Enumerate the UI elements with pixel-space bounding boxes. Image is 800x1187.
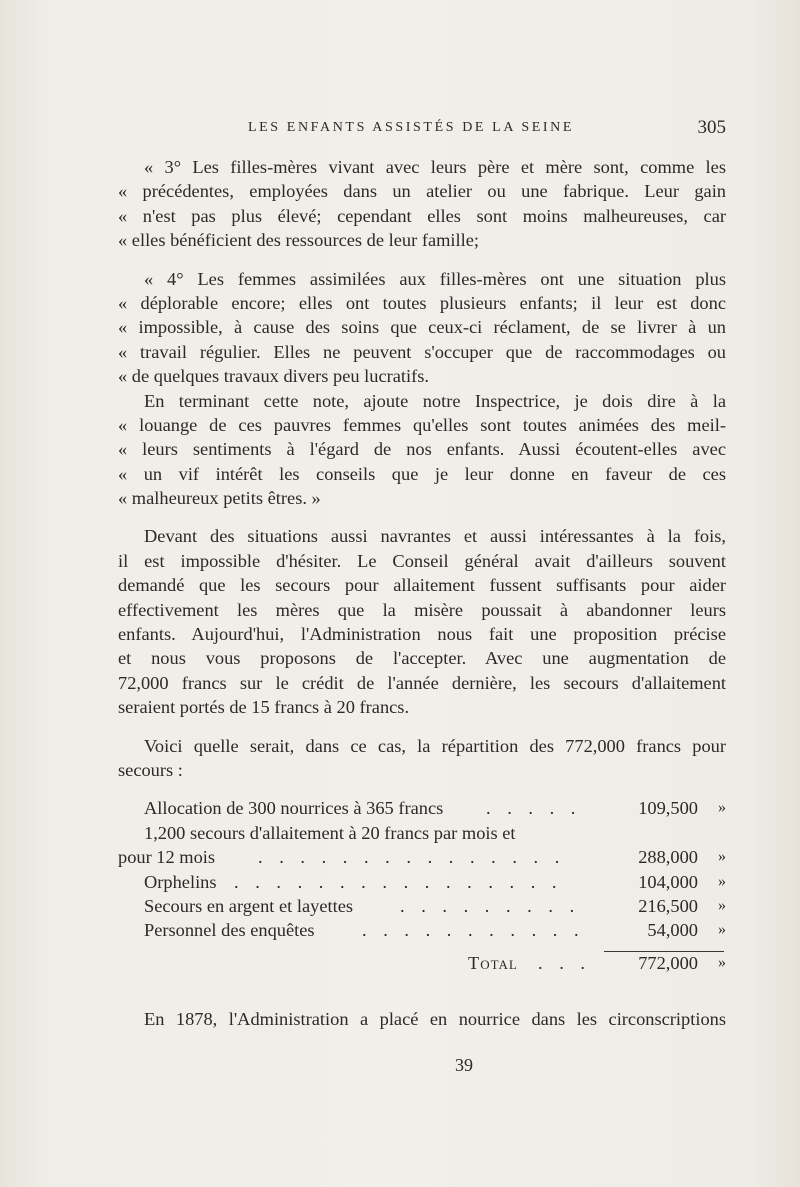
row-amount: 216,500	[638, 895, 698, 916]
row-label: Orphelins	[144, 871, 217, 892]
text-line: « louange de ces pauvres femmes qu'elles sont toutes animées des meil-	[118, 414, 726, 435]
paragraph-conseil-general	[118, 524, 726, 719]
text-line: « leurs sentiments à l'égard de nos enfants. Aussi écoutent-elles avec	[118, 439, 726, 460]
dot-leader: . . . . .	[486, 798, 582, 819]
row-mark: »	[718, 953, 726, 971]
body-text	[118, 155, 726, 1032]
paragraph-repartition	[118, 734, 726, 783]
text-line: « elles bénéficient des ressources de leur famille;	[118, 230, 480, 251]
paragraph-3-filles-meres	[118, 155, 726, 253]
row-mark: »	[718, 848, 726, 866]
row-label: Personnel des enquêtes	[144, 920, 315, 941]
row-label: pour 12 mois	[118, 847, 216, 868]
total-amount: 772,000	[638, 952, 698, 973]
text-line: secours :	[118, 759, 183, 780]
text-line: « un vif intérêt les conseils que je leur donne en faveur de ces	[118, 463, 726, 484]
row-label: 1,200 secours d'allaitement à 20 francs par mois et	[144, 822, 516, 843]
table-row	[118, 870, 726, 894]
row-amount: 109,500	[638, 798, 698, 819]
table-row	[118, 821, 726, 845]
text-line: En 1878, l'Administration a placé en nourrice dans les circonscriptions	[144, 1009, 726, 1030]
text-line: « de quelques travaux divers peu lucratifs.	[118, 366, 430, 387]
dot-leader: . . . . . . . . .	[400, 895, 581, 916]
text-line: « déplorable encore; elles ont toutes plusieurs enfants; il leur est donc	[118, 292, 726, 313]
text-line: Voici quelle serait, dans ce cas, la répartition des 772,000 francs pour	[144, 735, 726, 756]
table-row	[118, 845, 726, 869]
paragraph-1878	[118, 1007, 726, 1031]
text-line: seraient portés de 15 francs à 20 francs.	[118, 697, 410, 718]
row-mark: »	[718, 896, 726, 914]
text-line: « impossible, à cause des soins que ceux-ci réclament, de se livrer à un	[118, 317, 726, 338]
page-header	[118, 117, 726, 139]
text-line: Devant des situations aussi navrantes et aussi intéressantes à la fois,	[144, 526, 726, 547]
total-label: Total	[468, 952, 518, 973]
text-line: « précédentes, employées dans un atelier ou une fabrique. Leur gain	[118, 181, 726, 202]
text-line: En terminant cette note, ajoute notre Inspectrice, je dois dire à la	[144, 390, 726, 411]
paragraph-4-femmes-assimilees	[118, 267, 726, 389]
page-number: 305	[697, 117, 726, 138]
text-line: « travail régulier. Elles ne peuvent s'occuper que de raccommodages ou	[118, 341, 726, 362]
signature-mark: 39	[455, 1055, 473, 1075]
repartition-table	[118, 796, 726, 975]
text-line: « n'est pas plus élevé; cependant elles sont moins malheureuses, car	[118, 205, 726, 226]
text-line: il est impossible d'hésiter. Le Conseil général avait d'ailleurs souvent	[118, 550, 726, 571]
row-mark: »	[718, 872, 726, 890]
text-line: enfants. Aujourd'hui, l'Administration nous fait une proposition précise	[118, 624, 726, 645]
dot-leader: . . .	[538, 952, 591, 973]
table-row	[118, 894, 726, 918]
row-label: Allocation de 300 nourrices à 365 francs	[144, 798, 444, 819]
text-line: « malheureux petits êtres. »	[118, 488, 321, 509]
running-title: LES ENFANTS ASSISTÉS DE LA SEINE	[248, 120, 575, 135]
row-mark: »	[718, 921, 726, 939]
paragraph-inspectrice	[118, 389, 726, 511]
total-row	[118, 951, 726, 975]
dot-leader: . . . . . . . . . . .	[362, 920, 585, 941]
table-row	[118, 918, 726, 942]
dot-leader: . . . . . . . . . . . . . . . .	[234, 871, 563, 892]
text-line: « 3° Les filles-mères vivant avec leurs père et mère sont, comme les	[144, 157, 726, 177]
row-amount: 104,000	[638, 871, 698, 892]
text-line: demandé que les secours pour allaitement fussent suffisants pour aider	[118, 575, 726, 596]
row-amount: 54,000	[647, 920, 698, 941]
table-row	[118, 796, 726, 820]
row-amount: 288,000	[638, 847, 698, 868]
row-mark: »	[718, 799, 726, 817]
row-label: Secours en argent et layettes	[144, 895, 354, 916]
dot-leader: . . . . . . . . . . . . . . .	[258, 847, 566, 868]
text-line: effectivement les mères que la misère poussait à abandonner leurs	[118, 599, 726, 620]
text-line: « 4° Les femmes assimilées aux filles-mères ont une situation plus	[144, 268, 726, 289]
text-line: et nous vous proposons de l'accepter. Avec une augmentation de	[118, 648, 726, 669]
text-line: 72,000 francs sur le crédit de l'année dernière, les secours d'allaitement	[118, 672, 726, 693]
